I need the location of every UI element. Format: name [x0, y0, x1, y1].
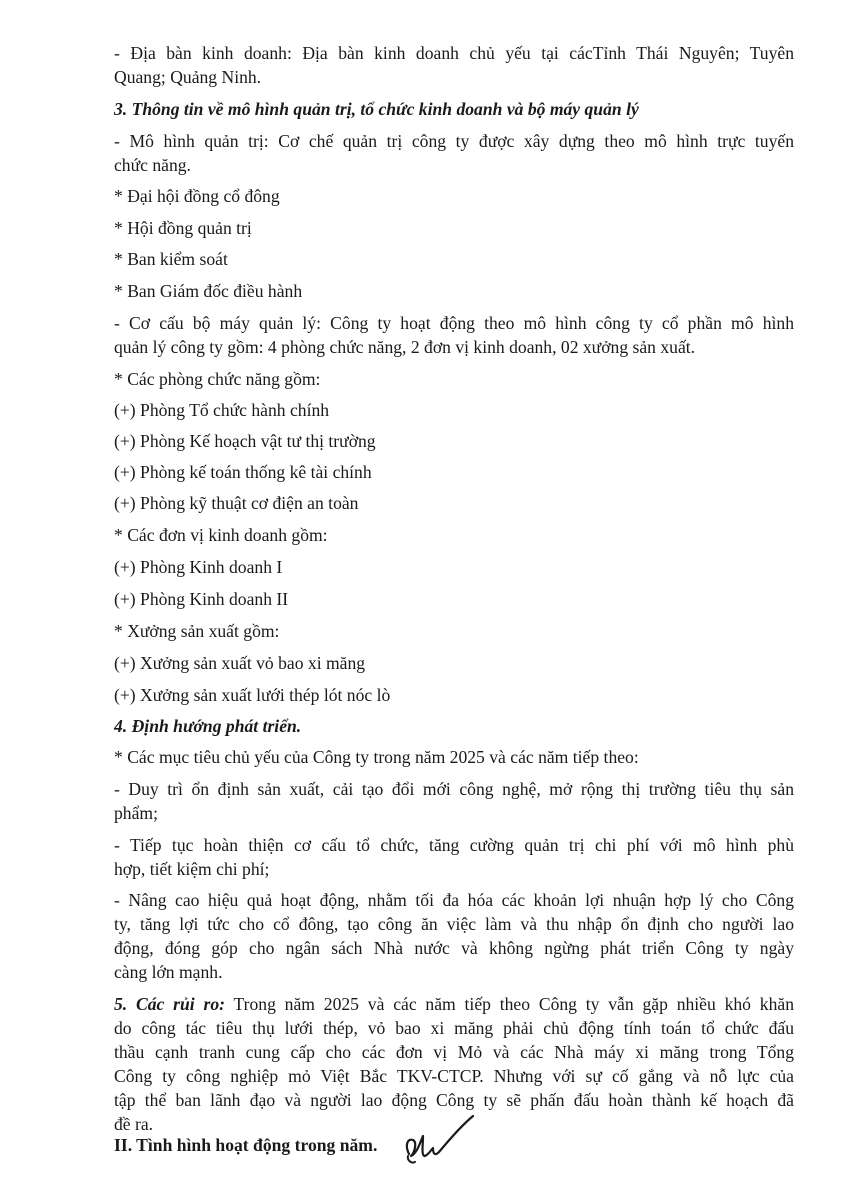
list-item: (+) Xưởng sản xuất lưới thép lót nóc lò — [114, 685, 391, 705]
risks-line-3: thầu cạnh tranh cung cấp cho các đơn vị Mỏ và các Nhà máy xi măng trong Tổng — [114, 1042, 794, 1062]
business-area-line-1: - Địa bàn kinh doanh: Địa bàn kinh doanh chủ yếu tại cácTỉnh Thái Nguyên; Tuyên — [114, 43, 794, 63]
objective-3-line-1: - Nâng cao hiệu quả hoạt động, nhằm tối đa hóa các khoản lợi nhuận hợp lý cho Công — [114, 890, 794, 910]
list-item: * Đại hội đồng cổ đông — [114, 186, 280, 206]
risks-line-5: tập thể ban lãnh đạo và người lao động Công ty sẽ phấn đấu hoàn thành kế hoạch đã — [114, 1090, 794, 1110]
list-item: * Ban kiểm soát — [114, 249, 228, 269]
list-item: * Ban Giám đốc điều hành — [114, 281, 303, 301]
risks-line-6: đề ra. — [114, 1114, 154, 1134]
objectives-intro: * Các mục tiêu chủ yếu của Công ty trong năm 2025 và các năm tiếp theo: — [114, 747, 639, 767]
list-item: * Các đơn vị kinh doanh gồm: — [114, 525, 328, 545]
governance-model-line-2: chức năng. — [114, 155, 191, 175]
list-item: (+) Xưởng sản xuất vỏ bao xi măng — [114, 653, 366, 673]
management-structure-line-2: quản lý công ty gồm: 4 phòng chức năng, 2 đơn vị kinh doanh, 02 xưởng sản xuất. — [114, 337, 696, 357]
section-3-heading: 3. Thông tin về mô hình quản trị, tổ chức kinh doanh và bộ máy quản lý — [114, 99, 639, 119]
section-4-heading: 4. Định hướng phát triển. — [114, 716, 302, 736]
list-item: (+) Phòng Tổ chức hành chính — [114, 400, 330, 420]
list-item: * Hội đồng quản trị — [114, 218, 252, 238]
objective-3-line-2: ty, tăng lợi tức cho cổ đông, tạo công ăn việc làm và thu nhập ổn định cho người lao — [114, 914, 794, 934]
management-structure-line-1: - Cơ cấu bộ máy quản lý: Công ty hoạt động theo mô hình công ty cổ phần mô hình — [114, 313, 794, 333]
objective-2-line-1: - Tiếp tục hoàn thiện cơ cấu tổ chức, tăng cường quản trị chi phí với mô hình phù — [114, 835, 794, 855]
risks-line-2: do công tác tiêu thụ lưới thép, vỏ bao xi măng phải chủ động tính toán tổ chức đấu — [114, 1018, 794, 1038]
risks-line-4: Công ty công nghiệp mỏ Việt Bắc TKV-CTCP. Nhưng với sự cố gắng và nỗ lực của — [114, 1066, 794, 1086]
list-item: (+) Phòng Kế hoạch vật tư thị trường — [114, 431, 376, 451]
business-area-line-2: Quang; Quảng Ninh. — [114, 67, 262, 87]
section-II-heading: II. Tình hình hoạt động trong năm. — [114, 1135, 378, 1155]
list-item: (+) Phòng kỹ thuật cơ điện an toàn — [114, 493, 359, 513]
objective-1-line-1: - Duy trì ổn định sản xuất, cải tạo đổi mới công nghệ, mở rộng thị trường tiêu thụ sản — [114, 779, 794, 799]
governance-model-line-1: - Mô hình quản trị: Cơ chế quản trị công ty được xây dựng theo mô hình trực tuyến — [114, 131, 794, 151]
list-item: (+) Phòng Kinh doanh I — [114, 557, 283, 577]
signature-mark — [403, 1110, 483, 1170]
objective-3-line-4: càng lớn mạnh. — [114, 962, 223, 982]
list-item: (+) Phòng Kinh doanh II — [114, 589, 289, 609]
objective-3-line-3: động, đóng góp cho ngân sách Nhà nước và không ngừng phát triển Công ty ngày — [114, 938, 794, 958]
risks-text: Trong năm 2025 và các năm tiếp theo Công ty vẫn gặp nhiều khó khăn — [225, 994, 794, 1014]
risks-line-1 — [114, 993, 794, 1015]
list-item: (+) Phòng kế toán thống kê tài chính — [114, 462, 372, 482]
section-5-heading: 5. Các rủi ro: — [114, 994, 225, 1014]
objective-2-line-2: hợp, tiết kiệm chi phí; — [114, 859, 270, 879]
list-item: * Các phòng chức năng gồm: — [114, 369, 321, 389]
objective-1-line-2: phẩm; — [114, 803, 158, 823]
list-item: * Xưởng sản xuất gồm: — [114, 621, 280, 641]
